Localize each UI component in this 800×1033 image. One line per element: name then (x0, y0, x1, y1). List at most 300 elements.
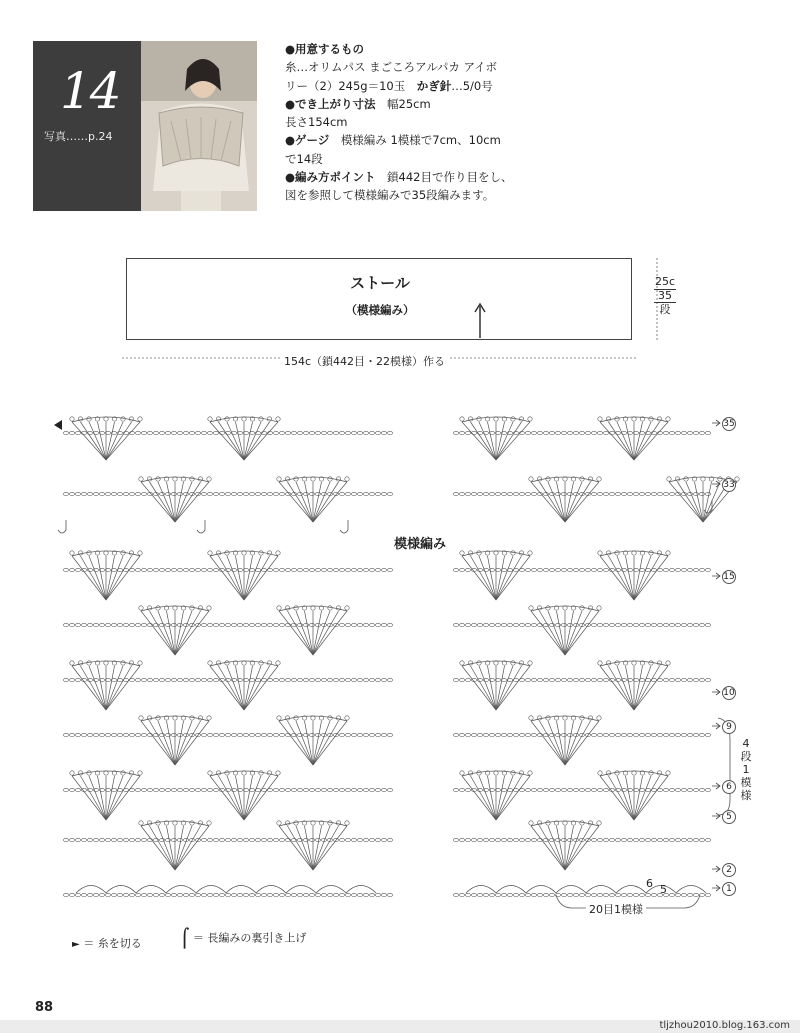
chain-stitch (75, 431, 80, 434)
picot (156, 477, 160, 481)
fan-stitch (210, 666, 244, 710)
fan-stitch (609, 556, 635, 600)
fan-stitch (313, 826, 322, 870)
picot (225, 551, 229, 555)
chain-stitch (279, 492, 284, 495)
chain-stitch (675, 623, 680, 626)
chain-stitch (111, 838, 116, 841)
fan-stitch (496, 776, 530, 820)
chain-stitch (237, 623, 242, 626)
fan-stitch (141, 721, 175, 765)
fan-stitch (89, 556, 106, 600)
fan-stitch (565, 611, 574, 655)
base-scallop (346, 886, 376, 894)
chain-stitch (663, 492, 668, 495)
picot (511, 771, 515, 775)
chain-stitch (543, 431, 548, 434)
chain-stitch (171, 733, 176, 736)
chain-stitch (171, 492, 176, 495)
picot (104, 771, 108, 775)
chain-stitch (687, 678, 692, 681)
picot (78, 417, 82, 421)
chain-stitch (627, 893, 632, 896)
fan-stitch (565, 826, 582, 870)
chain-stitch (561, 568, 566, 571)
fan-stitch (609, 776, 635, 820)
picot (147, 821, 151, 825)
chain-stitch (135, 838, 140, 841)
chain-stitch (699, 492, 704, 495)
chain-stitch (207, 788, 212, 791)
chain-stitch (315, 678, 320, 681)
chain-stitch (531, 568, 536, 571)
chain-stitch (513, 623, 518, 626)
fan-stitch (548, 826, 565, 870)
chain-stitch (669, 623, 674, 626)
fan-stitch (626, 422, 635, 460)
chain-stitch (603, 788, 608, 791)
picot (519, 551, 523, 555)
chain-stitch (303, 788, 308, 791)
chain-stitch (321, 893, 326, 896)
chain-stitch (609, 733, 614, 736)
chain-stitch (357, 568, 362, 571)
chain-stitch (123, 838, 128, 841)
fan-stitch (288, 721, 314, 765)
picot (735, 477, 739, 481)
chain-stitch (369, 838, 374, 841)
fan-stitch (634, 776, 643, 820)
fan-stitch (313, 482, 339, 522)
fan-stitch (72, 666, 106, 710)
chain-stitch (87, 893, 92, 896)
chain-stitch (273, 893, 278, 896)
chain-stitch (519, 838, 524, 841)
picot (580, 716, 584, 720)
base-scallop (466, 886, 496, 894)
chain-stitch (69, 838, 74, 841)
picot (684, 477, 688, 481)
chain-stitch (219, 838, 224, 841)
fan-stitch (609, 422, 635, 460)
chain-stitch (135, 893, 140, 896)
chain-stitch (219, 893, 224, 896)
picot (468, 661, 472, 665)
fan-stitch (175, 611, 209, 655)
chain-stitch (375, 568, 380, 571)
chain-stitch (291, 568, 296, 571)
chain-stitch (567, 733, 572, 736)
chain-stitch (249, 623, 254, 626)
chain-stitch (159, 568, 164, 571)
picot (285, 477, 289, 481)
chain-stitch (657, 838, 662, 841)
chain-stitch (213, 733, 218, 736)
picot (129, 771, 133, 775)
chain-stitch (273, 431, 278, 434)
picot (207, 477, 211, 481)
chain-stitch (63, 838, 68, 841)
chain-stitch (387, 788, 392, 791)
chain-stitch (303, 492, 308, 495)
points-line: ●編み方ポイント 鎖442目で作り目をし、 (285, 170, 513, 185)
picot (70, 661, 74, 665)
chain-stitch (585, 893, 590, 896)
chain-stitch (459, 733, 464, 736)
picot (529, 606, 533, 610)
chain-stitch (243, 492, 248, 495)
picot (294, 606, 298, 610)
fan-stitch (288, 611, 314, 655)
chain-stitch (111, 733, 116, 736)
fan-stitch (617, 666, 634, 710)
chain-stitch (471, 893, 476, 896)
chain-stitch (369, 492, 374, 495)
chain-stitch (453, 568, 458, 571)
chain-stitch (663, 568, 668, 571)
chain-stitch (351, 678, 356, 681)
chain-stitch (591, 492, 596, 495)
chain-stitch (663, 623, 668, 626)
picot (87, 771, 91, 775)
chain-stitch (555, 788, 560, 791)
chain-stitch (507, 838, 512, 841)
chain-stitch (189, 678, 194, 681)
picot (546, 821, 550, 825)
chain-stitch (177, 838, 182, 841)
chain-stitch (513, 893, 518, 896)
chain-stitch (231, 893, 236, 896)
fan-stitch (219, 422, 245, 460)
chain-stitch (645, 838, 650, 841)
fan-stitch (72, 776, 106, 820)
chain-stitch (297, 788, 302, 791)
chain-stitch (255, 733, 260, 736)
fan-stitch (150, 721, 176, 765)
chain-stitch (459, 788, 464, 791)
chain-stitch (573, 893, 578, 896)
chain-stitch (81, 838, 86, 841)
picot (294, 716, 298, 720)
base-scallop (166, 886, 196, 894)
chain-stitch (363, 623, 368, 626)
fan-stitch (496, 666, 522, 710)
picot (156, 821, 160, 825)
fan-stitch (89, 666, 106, 710)
chain-stitch (543, 893, 548, 896)
chain-stitch (693, 838, 698, 841)
chain-stitch (207, 492, 212, 495)
picot (666, 417, 670, 421)
fan-stitch (669, 482, 703, 522)
chain-stitch (207, 733, 212, 736)
chain-stitch (561, 678, 566, 681)
size-line2: 長さ154cm (285, 115, 348, 130)
fan-stitch (634, 666, 668, 710)
chain-stitch (105, 623, 110, 626)
base-scallop (106, 886, 136, 894)
picot (528, 551, 532, 555)
chain-stitch (153, 431, 158, 434)
picot (537, 477, 541, 481)
chain-stitch (147, 678, 152, 681)
chain-stitch (141, 568, 146, 571)
stole-title: ストール (350, 274, 410, 292)
chain-stitch (99, 623, 104, 626)
picot (139, 477, 143, 481)
chain-stitch (69, 431, 74, 434)
fan-stitch (313, 721, 339, 765)
chain-stitch (201, 788, 206, 791)
chain-stitch (675, 568, 680, 571)
picot (632, 551, 636, 555)
chain-stitch (627, 838, 632, 841)
chain-stitch (345, 623, 350, 626)
chain-stitch (183, 568, 188, 571)
chain-stitch (213, 678, 218, 681)
picot (468, 417, 472, 421)
picot (345, 821, 349, 825)
picot (597, 477, 601, 481)
fan-stitch (634, 776, 660, 820)
pattern-number: 14 (60, 62, 120, 120)
chain-stitch (237, 733, 242, 736)
picot (173, 606, 177, 610)
fan-stitch (236, 556, 245, 600)
chain-stitch (237, 492, 242, 495)
legend-cut-yarn: ► ＝ 糸を切る (72, 937, 142, 950)
picot (477, 771, 481, 775)
fan-stitch (695, 482, 704, 522)
picot (597, 716, 601, 720)
chain-stitch (603, 568, 608, 571)
picot (588, 716, 592, 720)
fan-stitch (600, 666, 634, 710)
chain-stitch (471, 492, 476, 495)
fan-stitch (686, 482, 703, 522)
chain-stitch (309, 893, 314, 896)
picot (208, 551, 212, 555)
chain-stitch (75, 568, 80, 571)
fan-stitch (81, 422, 107, 460)
chain-stitch (567, 568, 572, 571)
chain-stitch (69, 492, 74, 495)
picot (529, 821, 533, 825)
fan-stitch (227, 776, 244, 820)
chain-stitch (81, 733, 86, 736)
picot (259, 551, 263, 555)
chain-stitch (519, 893, 524, 896)
fan-stitch (106, 556, 115, 600)
chain-stitch (69, 733, 74, 736)
chain-stitch (369, 788, 374, 791)
chain-stitch (153, 678, 158, 681)
fan-stitch (531, 826, 565, 870)
chain-stitch (303, 431, 308, 434)
chain-stitch (297, 893, 302, 896)
picot (276, 661, 280, 665)
chain-stitch (567, 623, 572, 626)
chain-stitch (699, 788, 704, 791)
chain-stitch (675, 788, 680, 791)
chain-stitch (339, 623, 344, 626)
fan-stitch (106, 422, 115, 460)
chain-stitch (375, 431, 380, 434)
chain-stitch (489, 492, 494, 495)
chain-stitch (207, 568, 212, 571)
chain-stitch (351, 893, 356, 896)
fan-stitch (72, 422, 106, 460)
picot (546, 606, 550, 610)
chain-stitch (489, 733, 494, 736)
chain-stitch (69, 568, 74, 571)
chain-stitch (213, 623, 218, 626)
chain-stitch (675, 678, 680, 681)
fan-stitch (565, 611, 599, 655)
chain-stitch (333, 431, 338, 434)
chain-stitch (555, 838, 560, 841)
fan-stitch (609, 666, 635, 710)
fan-stitch (219, 776, 245, 820)
chain-stitch (585, 678, 590, 681)
picot (632, 771, 636, 775)
chain-stitch (177, 568, 182, 571)
picot (267, 661, 271, 665)
fan-stitch (462, 556, 496, 600)
back-post-hook (197, 520, 205, 533)
chain-stitch (513, 838, 518, 841)
picot (87, 551, 91, 555)
fan-stitch (617, 556, 634, 600)
chain-stitch (669, 568, 674, 571)
chain-stitch (621, 838, 626, 841)
fan-stitch (634, 556, 668, 600)
chain-stitch (81, 492, 86, 495)
chain-stitch (249, 838, 254, 841)
chain-stitch (279, 893, 284, 896)
chain-stitch (243, 623, 248, 626)
picot (259, 771, 263, 775)
chain-stitch (525, 623, 530, 626)
chain-stitch (357, 733, 362, 736)
chain-stitch (357, 788, 362, 791)
chain-stitch (501, 893, 506, 896)
chain-stitch (339, 431, 344, 434)
chain-stitch (675, 838, 680, 841)
chain-stitch (363, 788, 368, 791)
chain-stitch (111, 623, 116, 626)
fan-stitch (175, 721, 192, 765)
chain-stitch (465, 733, 470, 736)
picot (190, 477, 194, 481)
chain-stitch (591, 788, 596, 791)
chain-stitch (279, 733, 284, 736)
chain-stitch (603, 623, 608, 626)
chain-stitch (237, 893, 242, 896)
chain-stitch (177, 492, 182, 495)
chain-stitch (693, 568, 698, 571)
chain-stitch (615, 623, 620, 626)
chain-stitch (369, 568, 374, 571)
chain-stitch (327, 431, 332, 434)
chain-stitch (93, 623, 98, 626)
fan-stitch (471, 776, 497, 820)
fan-stitch (634, 422, 643, 460)
fan-stitch (106, 556, 132, 600)
fan-stitch (678, 482, 704, 522)
picot (121, 551, 125, 555)
fan-stitch (175, 826, 184, 870)
chain-stitch (177, 733, 182, 736)
row-arrow (712, 723, 720, 729)
picot (537, 606, 541, 610)
picot (328, 477, 332, 481)
fan-stitch (106, 776, 115, 820)
gauge-line2: で14段 (285, 151, 323, 166)
chain-stitch (603, 492, 608, 495)
chain-stitch (165, 623, 170, 626)
picot (198, 821, 202, 825)
chain-stitch (261, 733, 266, 736)
fan-stitch (81, 556, 107, 600)
chain-stitch (573, 678, 578, 681)
chain-stitch (201, 678, 206, 681)
chain-stitch (303, 623, 308, 626)
picot (468, 771, 472, 775)
chain-stitch (699, 623, 704, 626)
picot (632, 661, 636, 665)
chain-stitch (195, 788, 200, 791)
chain-stitch (213, 431, 218, 434)
chain-stitch (387, 678, 392, 681)
picot (701, 477, 705, 481)
chain-stitch (603, 733, 608, 736)
chain-stitch (615, 492, 620, 495)
chain-stitch (507, 733, 512, 736)
chain-stitch (531, 623, 536, 626)
chain-stitch (75, 623, 80, 626)
fan-stitch (305, 721, 314, 765)
fan-stitch (313, 611, 347, 655)
picot (615, 417, 619, 421)
chain-stitch (507, 492, 512, 495)
chain-stitch (165, 733, 170, 736)
chain-stitch (165, 568, 170, 571)
picot (198, 477, 202, 481)
chain-stitch (705, 678, 710, 681)
picot (336, 821, 340, 825)
chain-stitch (669, 838, 674, 841)
chain-stitch (579, 568, 584, 571)
row-arrow (712, 813, 720, 819)
picot (657, 417, 661, 421)
picot (519, 771, 523, 775)
chain-stitch (357, 492, 362, 495)
picot (294, 821, 298, 825)
chain-stitch (171, 623, 176, 626)
chain-stitch (699, 568, 704, 571)
base-scallop (316, 886, 346, 894)
chain-stitch (285, 788, 290, 791)
picot (207, 821, 211, 825)
chain-stitch (261, 838, 266, 841)
picot (78, 661, 82, 665)
chain-stitch (363, 893, 368, 896)
chain-stitch (303, 893, 308, 896)
chain-stitch (333, 568, 338, 571)
chain-stitch (231, 838, 236, 841)
chain-stitch (507, 893, 512, 896)
